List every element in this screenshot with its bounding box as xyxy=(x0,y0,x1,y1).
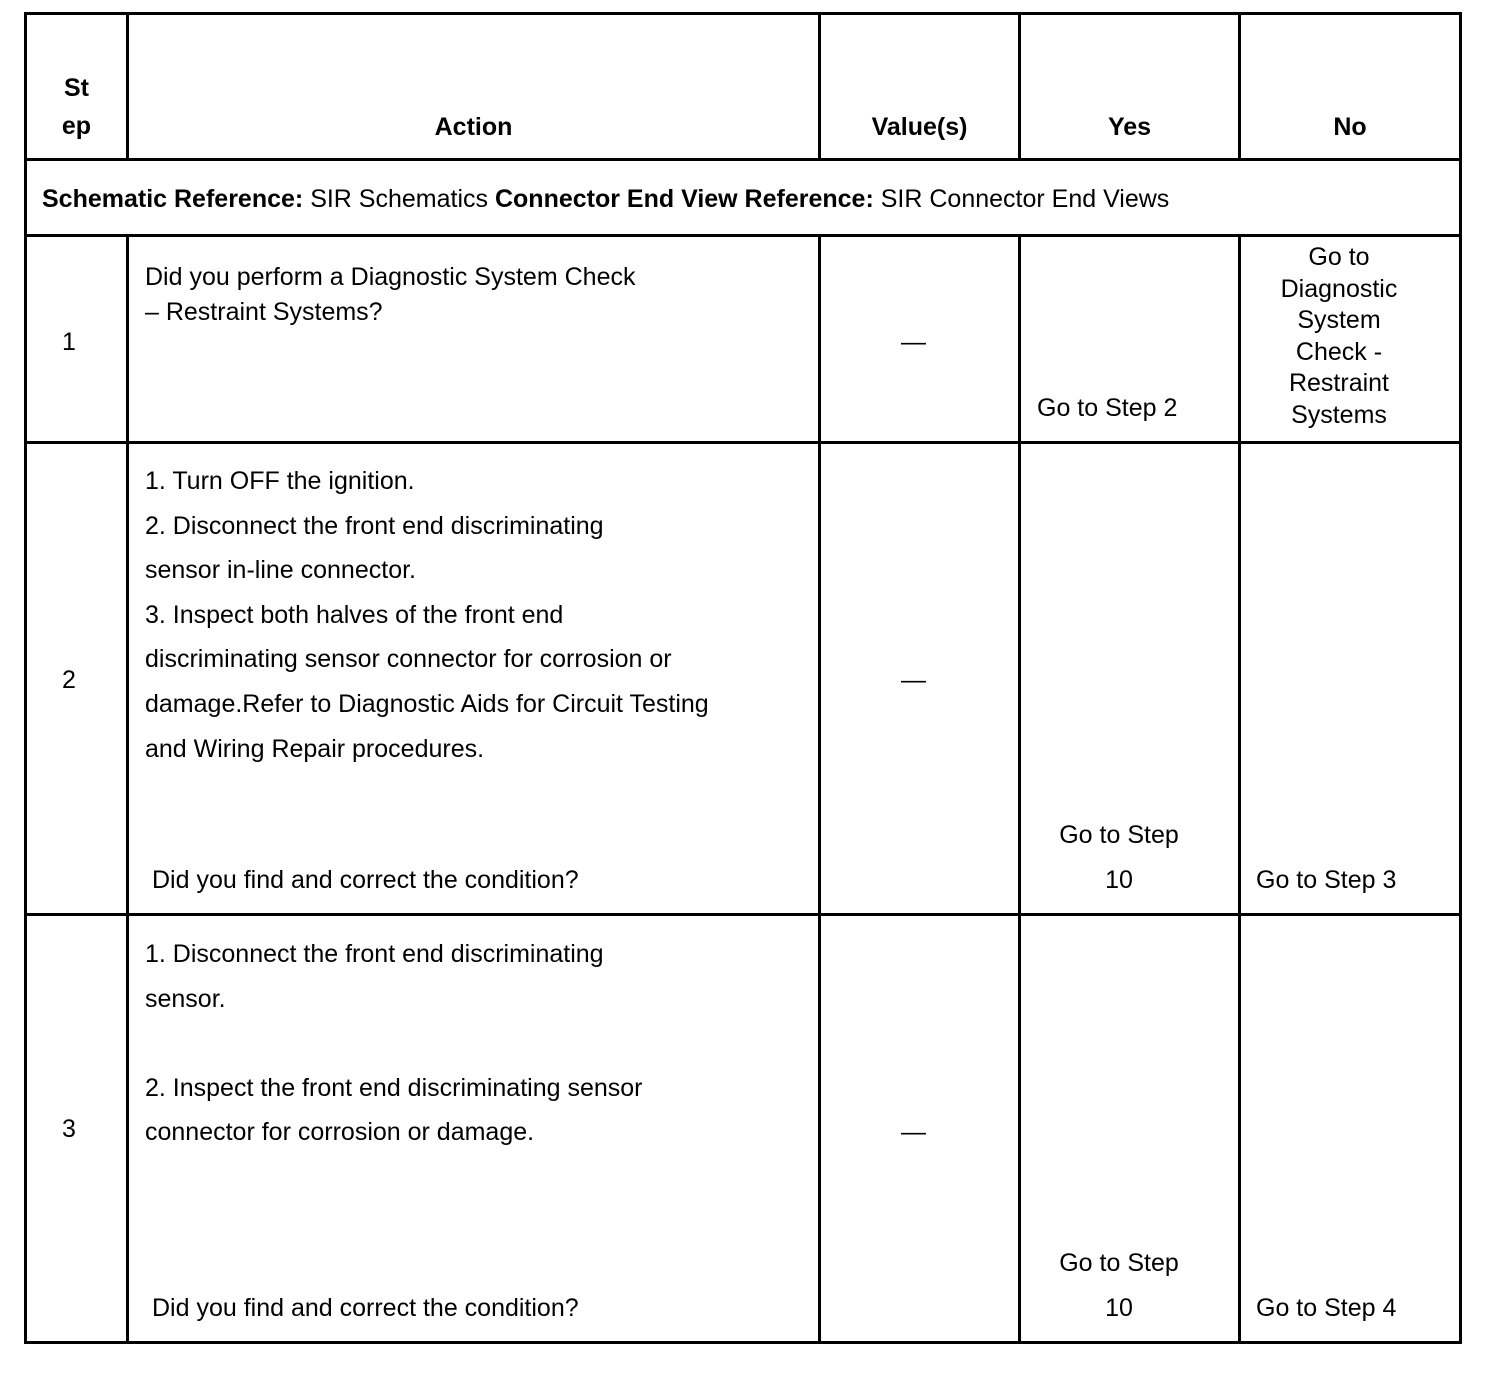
action-text xyxy=(145,459,709,771)
action-line: 2. Inspect the front end discriminating sensor xyxy=(145,1073,643,1102)
table-border-top xyxy=(24,12,1462,15)
reference-row xyxy=(42,187,1169,212)
yes-cell xyxy=(1021,1241,1217,1331)
header-step xyxy=(27,76,126,139)
action-line: 3. Inspect both halves of the front end xyxy=(145,600,564,629)
action-line: connector for corrosion or damage. xyxy=(145,1118,535,1147)
table-border-bottom xyxy=(24,1341,1462,1344)
no-line: Diagnostic xyxy=(1280,274,1398,303)
table-border-right xyxy=(1459,12,1462,1344)
action-line: discriminating sensor connector for corrosion or xyxy=(145,645,672,674)
row-1-divider xyxy=(24,441,1462,444)
header-step-line2: ep xyxy=(61,112,92,140)
row-2-divider xyxy=(24,913,1462,916)
no-line: Check - xyxy=(1295,337,1383,366)
header-step-line1: St xyxy=(64,74,89,102)
no-cell: Go to Step 3 xyxy=(1256,866,1397,894)
no-line: Systems xyxy=(1291,400,1387,429)
step-number: 2 xyxy=(62,666,76,694)
step-number: 1 xyxy=(62,328,76,356)
action-line: sensor in-line connector. xyxy=(145,556,416,585)
step-number: 3 xyxy=(62,1115,76,1143)
action-line: 2. Disconnect the front end discriminating xyxy=(145,511,604,540)
column-divider xyxy=(126,234,129,1344)
no-cell: Go to Step 4 xyxy=(1256,1294,1397,1322)
action-line: damage.Refer to Diagnostic Aids for Circuit Testing xyxy=(145,689,709,718)
no-cell xyxy=(1241,242,1437,431)
question-text: Did you find and correct the condition? xyxy=(152,866,579,894)
header-divider xyxy=(24,158,1462,161)
action-line: sensor. xyxy=(145,984,226,1013)
schematic-reference-label: Schematic Reference: xyxy=(42,185,304,213)
header-values: Value(s) xyxy=(871,113,968,141)
yes-cell xyxy=(1021,813,1217,903)
action-line: Did you perform a Diagnostic System Check xyxy=(145,263,636,291)
value-cell: — xyxy=(901,666,926,694)
header-action: Action xyxy=(434,113,513,141)
no-line: Restraint xyxy=(1288,369,1390,397)
header-no: No xyxy=(1333,113,1367,141)
reference-divider xyxy=(24,234,1462,237)
header-yes: Yes xyxy=(1107,113,1152,141)
yes-line: Go to Step xyxy=(1059,1249,1179,1277)
no-line: System xyxy=(1297,306,1381,334)
question-text: Did you find and correct the condition? xyxy=(152,1294,579,1322)
column-divider xyxy=(1018,234,1021,1344)
action-text xyxy=(145,260,635,330)
yes-line: 10 xyxy=(1105,866,1133,894)
connector-reference-value: SIR Connector End Views xyxy=(880,185,1170,213)
schematic-reference-value: SIR Schematics xyxy=(310,185,489,213)
no-line: Go to xyxy=(1308,243,1370,271)
column-divider xyxy=(818,234,821,1344)
connector-reference-label: Connector End View Reference: xyxy=(494,185,874,213)
yes-line: Go to Step xyxy=(1059,821,1179,849)
yes-cell: Go to Step 2 xyxy=(1037,394,1178,422)
value-cell: — xyxy=(901,1118,926,1146)
action-line: 1. Disconnect the front end discriminating xyxy=(145,940,604,968)
action-line: – Restraint Systems? xyxy=(145,298,383,326)
value-cell: — xyxy=(901,328,926,356)
action-line: and Wiring Repair procedures. xyxy=(145,734,485,763)
action-text xyxy=(145,932,643,1155)
yes-line: 10 xyxy=(1105,1294,1133,1322)
action-line: 1. Turn OFF the ignition. xyxy=(145,467,415,495)
